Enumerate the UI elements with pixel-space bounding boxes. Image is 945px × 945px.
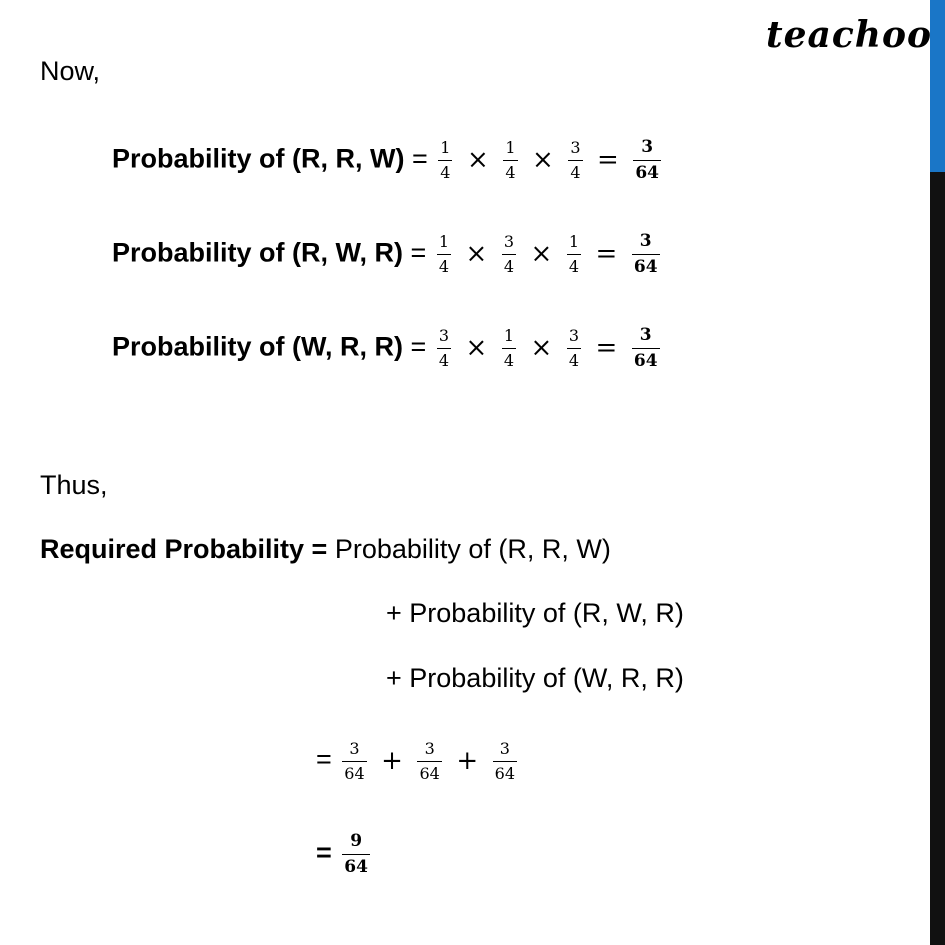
numerator: 3 bbox=[639, 231, 652, 251]
fraction bbox=[417, 740, 441, 782]
numerator: 1 bbox=[503, 326, 515, 346]
numerator: 3 bbox=[424, 739, 435, 758]
numerator: 3 bbox=[438, 326, 449, 346]
result-fraction bbox=[632, 326, 660, 370]
numerator: 3 bbox=[570, 138, 581, 158]
denominator: 64 bbox=[633, 160, 661, 183]
scroll-thumb[interactable] bbox=[930, 0, 945, 172]
equals-sign: = bbox=[316, 837, 332, 868]
times-sign: × bbox=[467, 145, 489, 176]
numerator: 3 bbox=[639, 325, 652, 345]
times-sign: × bbox=[530, 333, 553, 364]
denominator: 64 bbox=[342, 761, 366, 783]
fraction bbox=[493, 740, 517, 782]
prob-line-wrr bbox=[112, 326, 663, 370]
result-fraction bbox=[632, 232, 660, 276]
term-1: Probability of (R, R, W) bbox=[334, 534, 611, 564]
equals-sign: = bbox=[412, 143, 428, 174]
numerator: 9 bbox=[350, 831, 363, 851]
numerator: 1 bbox=[438, 232, 449, 252]
denominator: 64 bbox=[417, 761, 441, 783]
denominator: 4 bbox=[502, 254, 516, 276]
prob-line-rrw bbox=[112, 138, 664, 182]
times-sign: × bbox=[465, 239, 488, 270]
denominator: 4 bbox=[567, 348, 581, 370]
numerator: 1 bbox=[505, 138, 516, 158]
numerator: 3 bbox=[503, 232, 515, 252]
final-fraction bbox=[342, 832, 370, 876]
fraction bbox=[437, 327, 451, 369]
numerator: 3 bbox=[641, 137, 654, 157]
prob-label: Probability of (R, W, R) bbox=[112, 237, 403, 268]
final-line bbox=[316, 832, 373, 876]
fraction bbox=[568, 139, 582, 181]
plus-sign: + bbox=[456, 746, 479, 777]
times-sign: × bbox=[465, 333, 488, 364]
teachoo-logo: teachoo bbox=[766, 14, 932, 56]
equals-sign: = bbox=[597, 145, 619, 176]
fraction bbox=[567, 327, 581, 369]
denominator: 64 bbox=[342, 854, 370, 877]
numerator: 1 bbox=[568, 232, 580, 252]
intro-text: Now, bbox=[40, 56, 101, 86]
denominator: 64 bbox=[493, 761, 517, 783]
equals-sign: = bbox=[410, 331, 427, 362]
denominator: 4 bbox=[502, 348, 516, 370]
denominator: 64 bbox=[632, 348, 660, 371]
fraction bbox=[437, 233, 451, 275]
denominator: 4 bbox=[438, 160, 452, 182]
result-fraction bbox=[633, 138, 661, 182]
fraction bbox=[567, 233, 581, 275]
denominator: 4 bbox=[567, 254, 581, 276]
fraction bbox=[438, 139, 452, 181]
equals-sign: = bbox=[410, 237, 427, 268]
required-label: Required Probability = bbox=[40, 534, 328, 564]
times-sign: × bbox=[530, 239, 553, 270]
denominator: 4 bbox=[437, 348, 451, 370]
term-3: + Probability of (W, R, R) bbox=[386, 663, 684, 693]
denominator: 4 bbox=[437, 254, 451, 276]
term-2: + Probability of (R, W, R) bbox=[386, 598, 684, 628]
thus-text: Thus, bbox=[40, 470, 108, 500]
equals-sign: = bbox=[595, 333, 618, 364]
fraction bbox=[503, 139, 517, 181]
times-sign: × bbox=[532, 145, 554, 176]
fraction bbox=[502, 327, 516, 369]
fraction bbox=[502, 233, 516, 275]
fraction bbox=[342, 740, 366, 782]
equals-sign: = bbox=[316, 744, 332, 775]
numerator: 1 bbox=[440, 138, 451, 158]
denominator: 4 bbox=[503, 160, 517, 182]
equals-sign: = bbox=[595, 239, 618, 270]
prob-line-rwr bbox=[112, 232, 663, 276]
denominator: 4 bbox=[568, 160, 582, 182]
plus-sign: + bbox=[381, 746, 403, 777]
prob-label: Probability of (R, R, W) bbox=[112, 143, 405, 174]
prob-label: Probability of (W, R, R) bbox=[112, 331, 403, 362]
sidebar-scrollbar[interactable] bbox=[930, 0, 945, 945]
required-line bbox=[40, 536, 611, 563]
numerator: 3 bbox=[499, 739, 510, 758]
denominator: 64 bbox=[632, 254, 660, 277]
sum-line bbox=[316, 740, 520, 782]
numerator: 3 bbox=[349, 739, 360, 758]
numerator: 3 bbox=[568, 326, 580, 346]
